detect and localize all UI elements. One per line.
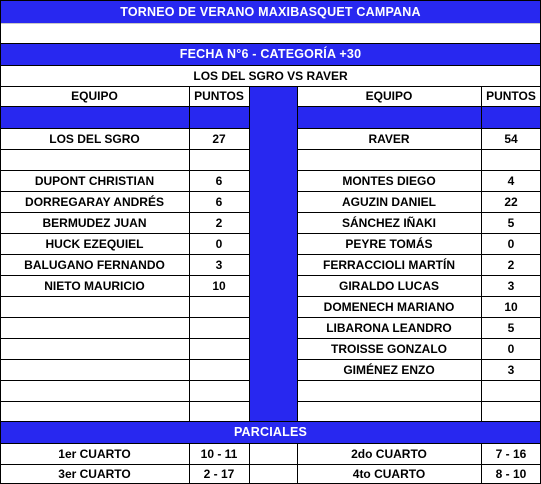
grid-line (0, 106, 249, 107)
quarter-score: 2 - 17 (203, 467, 235, 481)
grid-line (0, 421, 541, 422)
grid-line (0, 380, 249, 381)
grid-line (0, 338, 249, 339)
right-player-name: FERRACCIOLI MARTÍN (323, 257, 455, 272)
right-player-points: 5 (507, 215, 515, 230)
grid-line (297, 443, 298, 484)
grid-line (297, 275, 541, 276)
grid-line (297, 254, 541, 255)
right-player-name: GIRALDO LUCAS (339, 278, 439, 293)
left-player-points: 3 (215, 257, 223, 272)
quarter-label: 3er CUARTO (58, 467, 131, 481)
grid-line (297, 128, 541, 129)
grid-line (297, 86, 298, 421)
grid-line (297, 149, 541, 150)
left-player-points: 10 (212, 278, 226, 293)
grid-line (297, 380, 541, 381)
left-player-name: DUPONT CHRISTIAN (34, 173, 155, 188)
right-team-name: RAVER (368, 131, 410, 146)
grid-line (297, 401, 541, 402)
right-player-name: AGUZIN DANIEL (342, 194, 436, 209)
grid-line (0, 191, 249, 192)
left-player-points: 0 (215, 236, 223, 251)
title-banner: TORNEO DE VERANO MAXIBASQUET CAMPANA (0, 0, 541, 23)
right-player-points: 2 (507, 257, 515, 272)
left-player-points: 6 (215, 194, 223, 209)
right-player-points: 0 (507, 341, 515, 356)
left-player-name: DORREGARAY ANDRÉS (25, 194, 164, 209)
right-player-points: 3 (507, 278, 515, 293)
left-player-name: BERMUDEZ JUAN (42, 215, 147, 230)
grid-line (0, 421, 1, 443)
grid-line (249, 443, 250, 484)
grid-line (0, 86, 541, 87)
grid-line (297, 296, 541, 297)
grid-line (0, 23, 541, 24)
right-player-points: 3 (507, 362, 515, 377)
right-player-name: LIBARONA LEANDRO (326, 320, 452, 335)
quarter-score: 7 - 16 (495, 446, 527, 461)
grid-line (0, 275, 249, 276)
center-divider-column (249, 86, 297, 421)
grid-line (0, 0, 541, 1)
grid-line (0, 233, 249, 234)
right-points-header: PUNTOS (486, 89, 536, 103)
left-player-name: BALUGANO FERNANDO (24, 257, 165, 272)
grid-line (297, 338, 541, 339)
right-player-name: MONTES DIEGO (342, 173, 436, 188)
grid-line (0, 212, 249, 213)
right-player-name: SÁNCHEZ IÑAKI (341, 215, 436, 230)
right-team-header: EQUIPO (365, 89, 413, 103)
left-team-header: EQUIPO (71, 89, 118, 103)
grid-line (297, 317, 541, 318)
right-player-points: 5 (507, 320, 515, 335)
grid-line (189, 443, 190, 484)
grid-line (0, 149, 249, 150)
grid-line (249, 86, 250, 421)
grid-line (297, 359, 541, 360)
right-team-total: 54 (504, 131, 518, 146)
left-team-total: 27 (212, 131, 226, 146)
grid-line (0, 443, 541, 444)
grid-line (189, 86, 190, 421)
left-player-points: 2 (215, 215, 223, 230)
left-team-name: LOS DEL SGRO (49, 131, 140, 146)
grid-line (0, 359, 249, 360)
quarter-label: 4to CUARTO (352, 467, 426, 481)
quarter-label: 1er CUARTO (58, 446, 131, 461)
matchup-title: LOS DEL SGRO VS RAVER (193, 68, 348, 83)
grid-line (0, 65, 541, 66)
left-player-points: 6 (215, 173, 223, 188)
grid-line (0, 0, 1, 86)
parciales-banner: PARCIALES (0, 421, 541, 443)
left-points-header: PUNTOS (194, 89, 244, 103)
grid-line (0, 464, 541, 465)
fecha-banner: FECHA N°6 - CATEGORÍA +30 (0, 43, 541, 65)
grid-line (0, 401, 249, 402)
grid-line (0, 43, 541, 44)
right-player-name: DOMENECH MARIANO (323, 299, 455, 314)
grid-line (297, 170, 541, 171)
right-player-points: 22 (504, 194, 518, 209)
grid-line (0, 170, 249, 171)
left-player-name: HUCK EZEQUIEL (45, 236, 144, 251)
right-player-points: 0 (507, 236, 515, 251)
quarter-score: 10 - 11 (200, 446, 238, 461)
grid-line (0, 443, 1, 484)
grid-line (0, 86, 1, 421)
grid-line (0, 296, 249, 297)
grid-line (0, 254, 249, 255)
right-player-points: 4 (507, 173, 515, 188)
grid-line (0, 317, 249, 318)
left-player-name: NIETO MAURICIO (44, 278, 145, 293)
grid-line (0, 128, 249, 129)
right-player-name: GIMÉNEZ ENZO (343, 362, 435, 377)
grid-line (297, 106, 541, 107)
grid-line (297, 233, 541, 234)
quarter-score: 8 - 10 (495, 467, 527, 481)
right-player-name: PEYRE TOMÁS (345, 236, 433, 251)
grid-line (297, 191, 541, 192)
right-player-name: TROISSE GONZALO (330, 341, 447, 356)
grid-line (481, 443, 482, 484)
quarter-label: 2do CUARTO (351, 446, 427, 461)
right-player-points: 10 (504, 299, 518, 314)
grid-line (297, 212, 541, 213)
grid-line (481, 86, 482, 421)
